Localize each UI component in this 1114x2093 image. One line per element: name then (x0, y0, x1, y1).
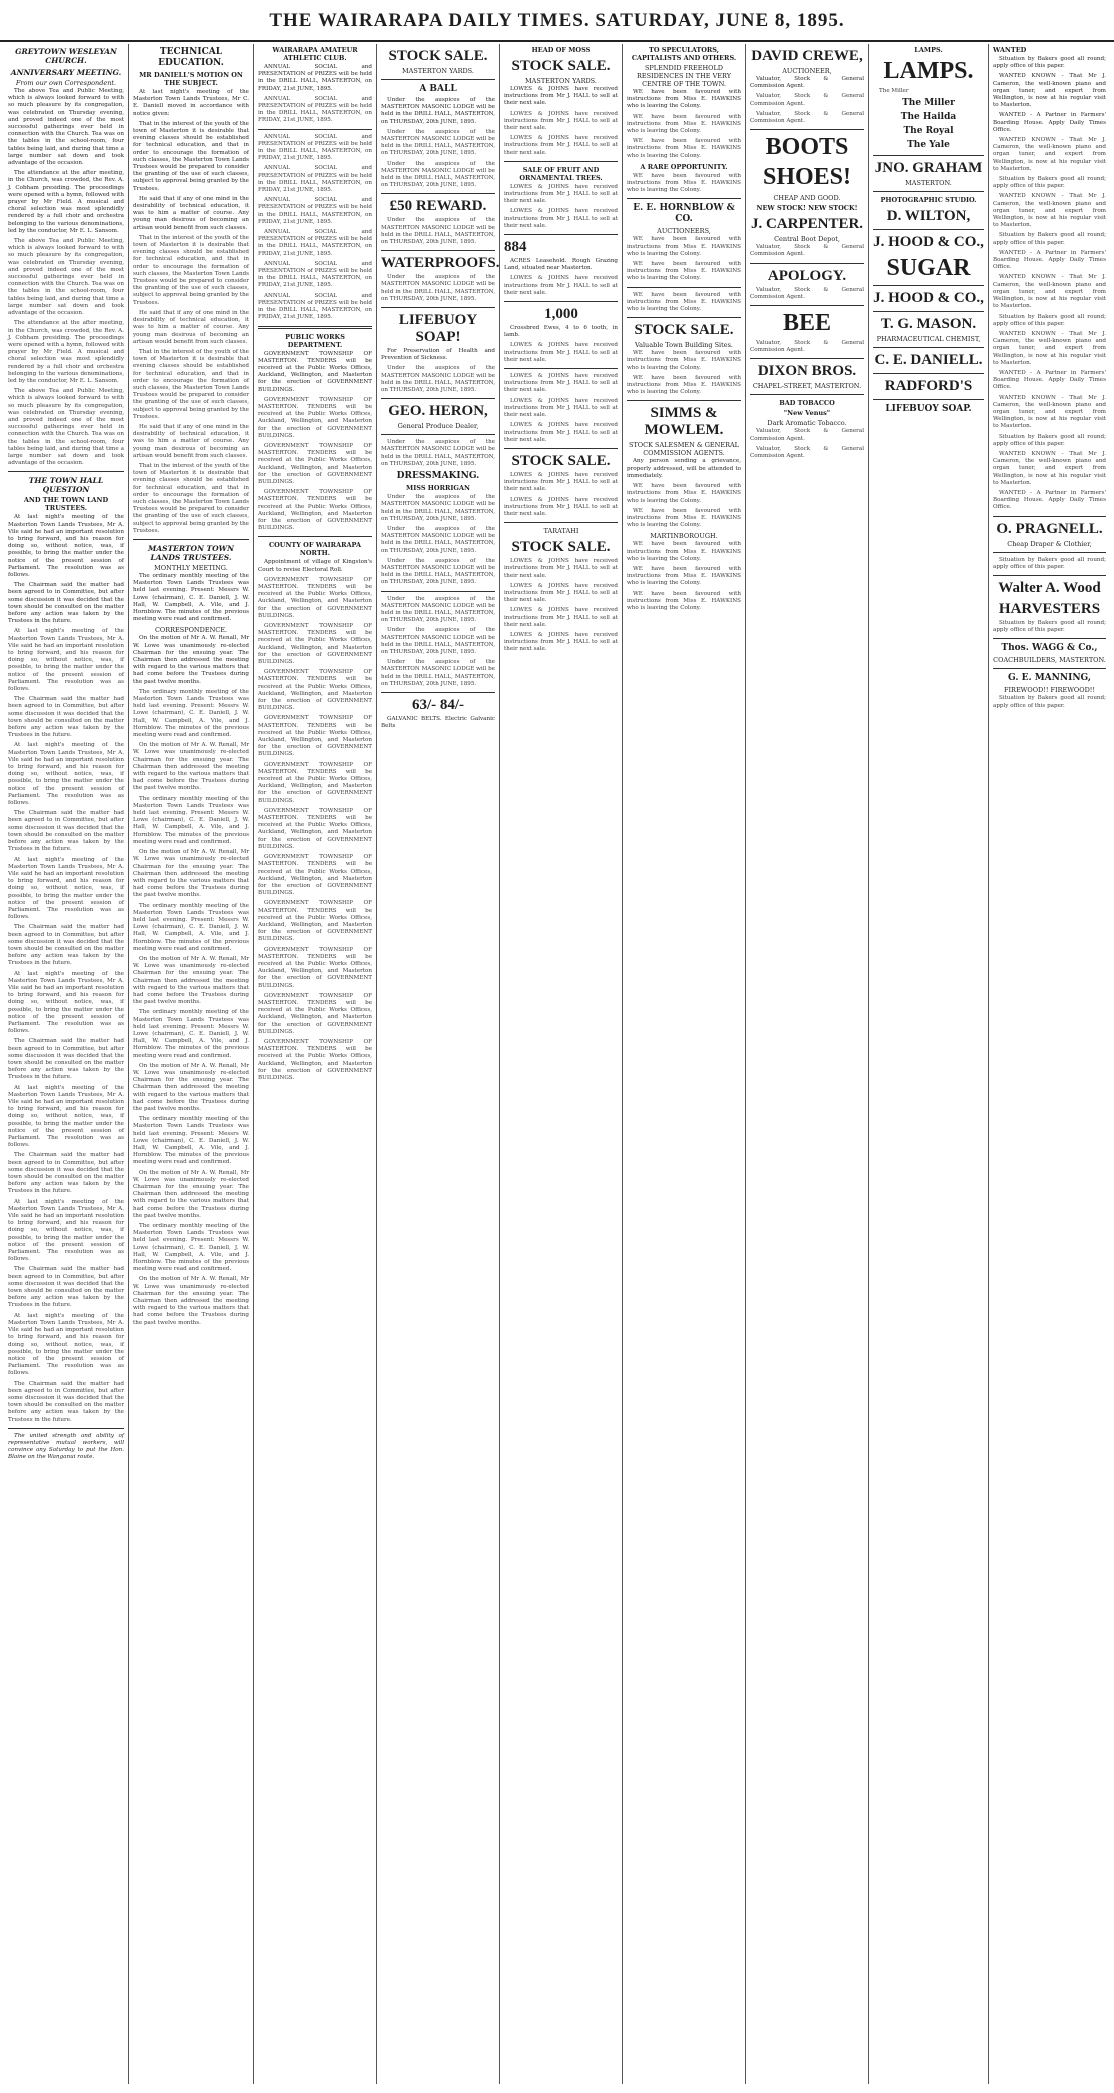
ad-subheading: STOCK SALESMEN & GENERAL COMMISSION AGENTS. (629, 441, 739, 458)
paragraph: LOWES & JOHNS have received instructions from Mr J. HALL to sell at their next sale. (504, 342, 618, 363)
divider (381, 307, 495, 308)
paragraph: Under the auspices of the MASTERTON MASONIC LODGE will be held in the DRILL HALL, MASTERTON, on THURSDAY, 20th JUNE, 1895. (381, 128, 495, 157)
paragraph: The ordinary monthly meeting of the Masterton Town Lands Trustees was held last evening. Present: Messrs W. Lowe (chairman), C. E. Daniell, J. W. Hall, W. Campbell, A. Vile, and J. Hornblow. The minutes of the previous meeting were read and confirmed. (133, 1223, 249, 1273)
masthead: THE WAIRARAPA DAILY TIMES. SATURDAY, JUNE 8, 1895. (0, 0, 1114, 42)
paragraph: GOVERNMENT TOWNSHIP OF MASTERTON. TENDERS will be received at the Public Works Offices, Auckland, Wellington, and Masterton for the erection of GOVERNMENT BUILDINGS. (258, 1038, 372, 1081)
divider (750, 263, 864, 264)
paragraph: The Chairman said the matter had been agreed to in Committee, but after some discussion it was decided that the town should be consulted on the matter before any action was taken by the Trustees in the future. (8, 696, 124, 739)
paragraph: On the motion of Mr A. W. Renall, Mr W. Lowe was unanimously re-elected Chairman for the ensuing year. The Chairman then addressed the meeting with regard to the various matters that had come before the Trustees during the past twelve months. (133, 635, 249, 685)
divider (504, 301, 618, 302)
ad-heading: A RARE OPPORTUNITY. (640, 162, 728, 171)
paragraph: WE have been favoured with instructions from Miss E. HAWKINS who is leaving the Colony. (627, 291, 741, 313)
paragraph: The ordinary monthly meeting of the Masterton Town Lands Trustees was held last evening. Present: Messrs W. Lowe (chairman), C. E. Daniell, J. W. Hall, W. Campbell, A. Vile, and J. Hornblow. The minutes of the previous meeting were read and confirmed. (133, 795, 249, 845)
ad-heading: O. PRAGNELL. (996, 520, 1103, 537)
ad-heading: 884 (504, 239, 527, 256)
paragraph: WANTED KNOWN - That Mr J. Cameron, the well-known piano and organ tuner, and expert from Wellington, is now at his regular visit to Masterton. (993, 274, 1106, 310)
paragraph: Under the auspices of the MASTERTON MASONIC LODGE will be held in the DRILL HALL, MASTERTON, on THURSDAY, 20th JUNE, 1895. (381, 217, 495, 246)
columns (4, 44, 1110, 2089)
paragraph: The united strength and ability of representative mutual workers, will convince any Saturday to put the Hon. Blaine on the Wanganui route. (8, 1432, 124, 1461)
divider (258, 326, 372, 329)
divider (750, 394, 864, 395)
divider (381, 193, 495, 194)
ad-heading: LIFEBUOY SOAP! (398, 312, 478, 346)
paragraph: Under the auspices of the MASTERTON MASONIC LODGE will be held in the DRILL HALL, MASTERTON, on THURSDAY, 20th JUNE, 1895. (381, 525, 495, 554)
column-6 (623, 44, 746, 2084)
ad-heading: HARVESTERS (998, 600, 1101, 617)
paragraph: WE have been favoured with instructions from Miss E. HAWKINS who is leaving the Colony. (627, 89, 741, 110)
paragraph: Valuator, Stock & General Commission Agent. (750, 428, 864, 442)
paragraph: For Preservation of Health and Prevention of Sickness. (381, 348, 495, 362)
ad-subheading: CHAPEL-STREET, MASTERTON. (752, 382, 862, 391)
column-9 (989, 44, 1110, 2084)
ad-heading: SHOES! (762, 164, 852, 191)
paragraph: Situation by Bakers good all round; apply office of this paper. (993, 556, 1106, 570)
divider (381, 692, 495, 693)
ad-subheading: "New Venus" (783, 409, 831, 418)
paragraph: At last night's meeting of the Masterton Town Lands Trustees, Mr A. Vile said he had an important resolution to bring forward, and his reason for doing so, without notice, was, if possible, to bring the matter under the notice of the present session of Parliament. The resolution was as follows. (8, 628, 124, 693)
divider (873, 229, 984, 230)
divider (381, 250, 495, 251)
paragraph: LOWES & JOHNS have received instructions from Mr J. HALL to sell at their next sale. (504, 208, 618, 229)
byline: From our own Correspondent. (15, 79, 117, 87)
paragraph: LOWES & JOHNS have received instructions from Mr J. HALL to sell at their next sale. (504, 275, 618, 296)
subheadline: MR DANIELL'S MOTION ON THE SUBJECT. (139, 71, 243, 87)
divider (873, 373, 984, 374)
subheadline: CORRESPONDENCE. (154, 626, 228, 635)
paragraph: At last night's meeting of the Masterton Town Lands Trustees, Mr A. Vile said he had an important resolution to bring forward, and his reason for doing so, without notice, was, if possible, to bring the matter under the notice of the present session of Parliament. The resolution was as follows. (8, 514, 124, 578)
ad-heading: DRESSMAKING. (396, 471, 480, 482)
ad-subheading: AUCTIONEERS, (657, 227, 711, 236)
paragraph: WE have been favoured with instructions from Miss E. HAWKINS who is leaving the Colony. (627, 236, 741, 257)
divider (8, 1428, 124, 1429)
divider (381, 398, 495, 399)
paragraph: ANNUAL SOCIAL and PRESENTATION of PRIZES will be held in the DRILL HALL, MASTERTON, on FRIDAY, 21st JUNE, 1895. (258, 95, 372, 124)
paragraph: WANTED KNOWN - That Mr J. Cameron, the well-known piano and organ tuner, and expert from Wellington, is now at his regular visit to Masterton. (993, 450, 1106, 486)
ad-heading: STOCK SALE. (388, 48, 488, 64)
ad-heading: WATERPROOFS. (381, 255, 500, 272)
divider (873, 191, 984, 192)
paragraph: The ordinary monthly meeting of the Masterton Town Lands Trustees was held last evening. Present: Messrs W. Lowe (chairman), C. E. Daniell, J. W. Hall, W. Campbell, A. Vile, and J. Hornblow. The minutes of the previous meeting were read and confirmed. (133, 688, 249, 739)
paragraph: LOWES & JOHNS have received instructions from Mr J. HALL to sell at their next sale. (504, 496, 618, 517)
ad-heading: TO SPECULATORS, CAPITALISTS AND OTHERS. (631, 46, 737, 62)
paragraph: On the motion of Mr A. W. Renall, Mr W. Lowe was unanimously re-elected Chairman for the ensuing year. The Chairman then addressed the meeting with regard to the various matters that had come before the Trustees during the past twelve months. (133, 1169, 249, 1219)
ad-subheading: MISS HORRIGAN (406, 484, 470, 493)
paragraph: GOVERNMENT TOWNSHIP OF MASTERTON. TENDERS will be received at the Public Works Offices, Auckland, Wellington, and Masterton for the erection of GOVERNMENT BUILDINGS. (258, 669, 372, 712)
paragraph: Under the auspices of the MASTERTON MASONIC LODGE will be held in the DRILL HALL, MASTERTON, on THURSDAY, 20th JUNE, 1895. (381, 627, 495, 655)
divider (873, 155, 984, 156)
subheadline: ANNIVERSARY MEETING. (10, 68, 122, 77)
paragraph: On the motion of Mr A. W. Renall, Mr W. Lowe was unanimously re-elected Chairman for the ensuing year. The Chairman then addressed the meeting with regard to the various matters that had come before the Trustees during the past twelve months. (133, 849, 249, 899)
paragraph: The above Tea and Public Meeting, which is always looked forward to with so much pleasure by its congregation, was celebrated on Thursday evening, and proved indeed one of the most successful gatherings ever held in connection with the Church. Tea was on the tables in the school-room, four tables being laid, and during that time a large number sat down and took advantage of the occasion. (8, 88, 124, 167)
headline: THE TOWN HALL QUESTION (28, 476, 104, 495)
ad-heading: A BALL (419, 84, 457, 94)
paragraph: At last night's meeting of the Masterton Town Lands Trustees, Mr A. Vile said he had an important resolution to bring forward, and his reason for doing so, without notice, was, if possible, to bring the matter under the notice of the present session of Parliament. The resolution was as follows. (8, 970, 124, 1035)
paragraph: LOWES & JOHNS have received instructions from Mr J. HALL to sell at their next sale. (504, 558, 618, 579)
ad-heading: LAMPS. (914, 46, 943, 54)
paragraph: Under the auspices of the MASTERTON MASONIC LODGE will be held in the DRILL HALL, MASTERTON, on THURSDAY, 20th JUNE, 1895. (381, 274, 495, 302)
paragraph: Valuator, Stock & General Commission Agent. (750, 93, 864, 107)
headline: PUBLIC WORKS DEPARTMENT. (285, 332, 345, 349)
paragraph: The ordinary monthly meeting of the Masterton Town Lands Trustees was held last evening. Present: Messrs W. Lowe (chairman), C. E. Daniell, J. W. Hall, W. Campbell, A. Vile, and J. Hornblow. The minutes of the previous meeting were read and confirmed. (133, 1009, 249, 1059)
divider (750, 305, 864, 306)
paragraph: LOWES & JOHNS have received instructions from Mr J. HALL to sell at their next sale. (504, 373, 618, 394)
paragraph: The Chairman said the matter had been agreed to in Committee, but after some discussion it was decided that the town should be consulted on the matter before any action was taken by the Trustees in the future. (8, 1380, 124, 1423)
paragraph: Under the auspices of the MASTERTON MASONIC LODGE will be held in the DRILL HALL, MASTERTON, on THURSDAY, 20th JUNE, 1895. (381, 595, 495, 624)
divider (504, 522, 618, 523)
ad-heading: SALE OF FRUIT AND ORNAMENTAL TREES. (519, 165, 603, 182)
ad-subheading: Cheap Draper & Clothier, (1007, 539, 1092, 548)
paragraph: Valuator, Stock & General Commission Agent. (750, 445, 864, 460)
paragraph: GOVERNMENT TOWNSHIP OF MASTERTON. TENDERS will be received at the Public Works Offices, Auckland, Wellington, and Masterton for the erection of GOVERNMENT BUILDINGS. (258, 854, 372, 897)
paragraph: WE have been favoured with instructions from Miss E. HAWKINS who is leaving the Colony. (627, 113, 741, 135)
paragraph: GOVERNMENT TOWNSHIP OF MASTERTON. TENDERS will be received at the Public Works Offices, Auckland, Wellington, and Masterton for the erection of GOVERNMENT BUILDINGS. (258, 900, 372, 943)
ad-heading: WANTED (993, 46, 1027, 54)
paragraph: ANNUAL SOCIAL and PRESENTATION of PRIZES will be held in the DRILL HALL, MASTERTON, on FRIDAY, 21st JUNE, 1895. (258, 133, 372, 162)
ad-heading: DAVID CREWE, (751, 48, 863, 64)
paragraph: The Chairman said the matter had been agreed to in Committee, but after some discussion it was decided that the town should be consulted on the matter before any action was taken by the Trustees in the future. (8, 582, 124, 625)
column-8 (869, 44, 989, 2084)
paragraph: WE have been favoured with instructions from Miss E. HAWKINS who is leaving the Colony. (627, 483, 741, 504)
paragraph: LOWES & JOHNS have received instructions from Mr J. HALL to sell at their next sale. (504, 183, 618, 205)
ad-item: The Royal (903, 126, 954, 137)
divider (627, 287, 741, 288)
ad-heading: APOLOGY. (767, 267, 847, 284)
paragraph: Under the auspices of the MASTERTON MASONIC LODGE will be held in the DRILL HALL, MASTERTON, on THURSDAY, 20th JUNE, 1895. (381, 494, 495, 522)
ad-heading: RADFORD'S (884, 378, 973, 395)
paragraph: WE have been favoured with instructions from Miss E. HAWKINS who is leaving the Colony. (627, 374, 741, 396)
paragraph: ACRES Leasehold. Rough Grazing Land, situated near Masterton. (504, 258, 618, 272)
paragraph: Any person sending a grievance, properly addressed, will be attended to immediately. (627, 458, 741, 479)
divider (381, 591, 495, 592)
paragraph: At last night's meeting of the Masterton Town Lands Trustees, Mr C. E. Daniell moved in accordance with notice given: (133, 89, 249, 117)
paragraph: WANTED KNOWN - That Mr J. Cameron, the well-known piano and organ tuner, and expert from Wellington, is now at his regular visit to Masterton. (993, 193, 1106, 229)
paragraph: The Miller (879, 88, 909, 94)
subheadline: MONTHLY MEETING. (154, 563, 228, 572)
ad-heading: 63/- 84/- (411, 696, 465, 713)
column-3 (254, 44, 377, 2084)
divider (258, 536, 372, 537)
paragraph: He said that if any of one mind in the desirability of technical education, it was to him a matter of course. Any young man desirous of becoming an artisan would benefit from such classes. (133, 195, 249, 231)
paragraph: He said that if any of one mind in the desirability of technical education, it was to him a matter of course. Any young man desirous of becoming an artisan would benefit from such classes. (133, 423, 249, 459)
ad-heading: NEW STOCK! NEW STOCK! (756, 204, 858, 213)
paragraph: LOWES & JOHNS have received instructions from Mr J. HALL to sell at their next sale. (504, 631, 618, 653)
column-1 (4, 44, 129, 2084)
column-4 (377, 44, 500, 2084)
paragraph: ANNUAL SOCIAL and PRESENTATION of PRIZES will be held in the DRILL HALL, MASTERTON, on FRIDAY, 21st JUNE, 1895. (258, 64, 372, 92)
ad-heading: T. G. MASON. (880, 316, 977, 333)
ad-subheading: AUCTIONEER, (782, 67, 832, 75)
paragraph: Situation by Bakers good all round; apply office of this paper. (993, 619, 1106, 634)
paragraph: At last night's meeting of the Masterton Town Lands Trustees, Mr A. Vile said he had an important resolution to bring forward, and his reason for doing so, without notice, was, if possible, to bring the matter under the notice of the present session of Parliament. The resolution was as follows. (8, 1198, 124, 1263)
paragraph: GOVERNMENT TOWNSHIP OF MASTERTON. TENDERS will be received at the Public Works Offices, Auckland, Wellington, and Masterton for the erection of GOVERNMENT BUILDINGS. (258, 946, 372, 989)
ad-heading: J. CARPENTER. (750, 216, 864, 233)
divider (504, 234, 618, 235)
ad-subheading: General Produce Dealer, (397, 422, 479, 431)
ad-heading: Thos. WAGG & Co., (1001, 643, 1098, 654)
ad-subheading: Valuable Town Building Sites. (635, 341, 733, 350)
paragraph: Valuator, Stock & General Commission Agent. (750, 76, 864, 90)
ad-heading: LAMPS. (883, 58, 974, 84)
paragraph: On the motion of Mr A. W. Renall, Mr W. Lowe was unanimously re-elected Chairman for the ensuing year. The Chairman then addressed the meeting with regard to the various matters that had come before the Trustees during the past twelve months. (133, 742, 249, 792)
paragraph: LOWES & JOHNS have received instructions from Mr J. HALL to sell at their next sale. (504, 471, 618, 493)
divider (258, 129, 372, 130)
paragraph: WANTED - A Partner in Farmers' Boarding House. Apply Daily Times Office. (993, 489, 1106, 511)
paragraph: Situation by Bakers good all round; apply office of this paper. (993, 56, 1106, 70)
ad-subheading: MARTINBOROUGH. (650, 532, 718, 541)
paragraph: The Chairman said the matter had been agreed to in Committee, but after some discussion it was decided that the town should be consulted on the matter before any action was taken by the Trustees in the future. (8, 810, 124, 853)
paragraph: The ordinary monthly meeting of the Masterton Town Lands Trustees was held last evening. Present: Messrs W. Lowe (chairman), C. E. Daniell, J. W. Hall, W. Campbell, A. Vile, and J. Hornblow. The minutes of the previous meeting were read and confirmed. (133, 572, 249, 623)
paragraph: WE have been favoured with instructions from Miss E. HAWKINS who is leaving the Colony. (627, 590, 741, 611)
paragraph: LOWES & JOHNS have received instructions from Mr J. HALL to sell at their next sale. (504, 582, 618, 604)
paragraph: GOVERNMENT TOWNSHIP OF MASTERTON. TENDERS will be received at the Public Works Offices, Auckland, Wellington, and Masterton for the erection of GOVERNMENT BUILDINGS. (258, 350, 372, 393)
paragraph: At last night's meeting of the Masterton Town Lands Trustees, Mr A. Vile said he had an important resolution to bring forward, and his reason for doing so, without notice, was, if possible, to bring the matter under the notice of the present session of Parliament. The resolution was as follows. (8, 1312, 124, 1377)
divider (993, 552, 1106, 553)
paragraph: WANTED KNOWN - That Mr J. Cameron, the well-known piano and organ tuner, and expert from Wellington, is now at his regular visit to Masterton. (993, 73, 1106, 109)
paragraph: The attendance at the after meeting, in the Church, was crowded, the Rev. A. J. Cobham presiding. The proceedings were opened with a hymn, followed with prayer by Mr Field. A musical and choral selection was most splendidly rendered by a full choir and orchestra belonging to the various denominations, led by the conductor, Mr E. L. Sansom. (8, 320, 124, 384)
headline: MASTERTON TOWN LANDS TRUSTEES. (148, 543, 234, 562)
paragraph: WE have been favoured with instructions from Miss E. HAWKINS who is leaving the Colony. (627, 172, 741, 194)
paragraph: That in the interest of the youth of the town of Masterton it is desirable that evening classes should be established for technical education, and that in order to encourage the formation of such classes, the Masterton Town Lands Trustees would be prepared to consider the granting of the use of such classes, subject to approval being granted by the Trustees. (133, 120, 249, 192)
ad-heading: GEO. HERON, (388, 403, 488, 420)
ad-heading: £50 REWARD. (389, 198, 487, 215)
paragraph: WE have been favoured with instructions from Miss E. HAWKINS who is leaving the Colony. (627, 541, 741, 562)
headline: GREYTOWN WESLEYAN CHURCH. (15, 47, 117, 65)
paragraph: LOWES & JOHNS have received instructions from Mr J. HALL to sell at their next sale. (504, 397, 618, 419)
paragraph: Situation by Bakers good all round; apply office of this paper. (993, 313, 1106, 327)
paragraph: GOVERNMENT TOWNSHIP OF MASTERTON. TENDERS will be received at the Public Works Offices, Auckland, Wellington, and Masterton for the erection of GOVERNMENT BUILDINGS. (258, 576, 372, 619)
paragraph: WE have been favoured with instructions from Miss E. HAWKINS who is leaving the Colony. (627, 138, 741, 159)
paragraph: ANNUAL SOCIAL and PRESENTATION of PRIZES will be held in the DRILL HALL, MASTERTON, on FRIDAY, 21st JUNE, 1895. (258, 165, 372, 194)
paragraph: That in the interest of the youth of the town of Masterton it is desirable that evening classes should be established for technical education, and that in order to encourage the formation of such classes, the Masterton Town Lands Trustees would be prepared to consider the granting of the use of such classes, subject to approval being granted by the Trustees. (133, 234, 249, 306)
divider (627, 317, 741, 318)
column-7 (746, 44, 869, 2084)
ad-heading: J. HOOD & CO., (873, 290, 984, 307)
paragraph: The Chairman said the matter had been agreed to in Committee, but after some discussion it was decided that the town should be consulted on the matter before any action was taken by the Trustees in the future. (8, 924, 124, 967)
headline: WAIRARAPA AMATEUR ATHLETIC CLUB. (272, 46, 358, 62)
paragraph: WE have been favoured with instructions from Miss E. HAWKINS who is leaving the Colony. (627, 565, 741, 587)
paragraph: WE have been favoured with instructions from Miss E. HAWKINS who is leaving the Colony. (627, 350, 741, 371)
paragraph: Appointment of village of Kingston's Court to revise Electoral Roll. (258, 559, 372, 573)
headline: TECHNICAL EDUCATION. (158, 47, 224, 68)
ad-subheading: MASTERTON YARDS. (525, 77, 597, 85)
paragraph: LOWES & JOHNS have received instructions from Mr J. HALL to sell at their next sale. (504, 607, 618, 628)
paragraph: GOVERNMENT TOWNSHIP OF MASTERTON. TENDERS will be received at the Public Works Offices, Auckland, Wellington, and Masterton for the erection of GOVERNMENT BUILDINGS. (258, 396, 372, 439)
divider (993, 668, 1106, 669)
divider (133, 539, 249, 540)
paragraph: Situation by Bakers good all round; apply office of this paper. (993, 232, 1106, 246)
divider (993, 575, 1106, 576)
ad-item: The Yale (907, 140, 950, 151)
paragraph: On the motion of Mr A. W. Renall, Mr W. Lowe was unanimously re-elected Chairman for the ensuing year. The Chairman then addressed the meeting with regard to the various matters that had come before the Trustees during the past twelve months. (133, 1276, 249, 1326)
divider (873, 311, 984, 312)
paragraph: On the motion of Mr A. W. Renall, Mr W. Lowe was unanimously re-elected Chairman for the ensuing year. The Chairman then addressed the meeting with regard to the various matters that had come before the Trustees during the past twelve months. (133, 955, 249, 1006)
paragraph: At last night's meeting of the Masterton Town Lands Trustees, Mr A. Vile said he had an important resolution to bring forward, and his reason for doing so, without notice, was, if possible, to bring the matter under the notice of the present session of Parliament. The resolution was as follows. (8, 856, 124, 921)
paragraph: The above Tea and Public Meeting, which is always looked forward to with so much pleasure by its congregation, was celebrated on Thursday evening, and proved indeed one of the most successful gatherings ever held in connection with the Church. Tea was on the tables in the school-room, four tables being laid, and during that time a large number sat down and took advantage of the occasion. (8, 238, 124, 317)
headline: COUNTY OF WAIRARAPA NORTH. (268, 541, 362, 558)
paragraph: LOWES & JOHNS have received instructions from Mr J. HALL to sell at their next sale. (504, 110, 618, 132)
ad-subheading: SPLENDID FREEHOLD RESIDENCES IN THE VERY CENTRE OF THE TOWN. (636, 64, 732, 88)
paragraph: Under the auspices of the MASTERTON MASONIC LODGE will be held in the DRILL HALL, MASTERTON, on THURSDAY, 20th JUNE, 1895. (381, 97, 495, 125)
ad-subheading: CHEAP AND GOOD. (773, 194, 841, 203)
paragraph: The Chairman said the matter had been agreed to in Committee, but after some discussion it was decided that the town should be consulted on the matter before any action was taken by the Trustees in the future. (8, 1152, 124, 1195)
paragraph: GALVANIC BELTS. Electric Galvanic Belts (381, 715, 495, 730)
divider (504, 161, 618, 162)
ad-heading: BEE (782, 310, 832, 337)
paragraph: Under the auspices of the MASTERTON MASONIC LODGE will be held in the DRILL HALL, MASTERTON, on THURSDAY, 20th JUNE, 1895. (381, 365, 495, 394)
paragraph: WANTED KNOWN - That Mr J. Cameron, the well-known piano and organ tuner, and expert from Wellington, is now at his regular visit to Masterton. (993, 330, 1106, 366)
paragraph: The Chairman said the matter had been agreed to in Committee, but after some discussion it was decided that the town should be consulted on the matter before any action was taken by the Trustees in the future. (8, 1038, 124, 1081)
divider (504, 368, 618, 369)
divider (873, 399, 984, 400)
paragraph: That in the interest of the youth of the town of Masterton it is desirable that evening classes should be established for technical education, and that in order to encourage the formation of such classes, the Masterton Town Lands Trustees would be prepared to consider the granting of the use of such classes, subject to approval being granted by the Trustees. (133, 462, 249, 534)
paragraph: The Chairman said the matter had been agreed to in Committee, but after some discussion it was decided that the town should be consulted on the matter before any action was taken by the Trustees in the future. (8, 1266, 124, 1309)
ad-heading: PHOTOGRAPHIC STUDIO. (880, 196, 977, 205)
paragraph: The attendance at the after meeting, in the Church, was crowded, the Rev. A. J. Cobham presiding. The proceedings were opened with a hymn, followed with prayer by Mr Field. A musical and choral selection was most splendidly rendered by a full choir and orchestra belonging to the various denominations, led by the conductor, Mr E. L. Sansom. (8, 170, 124, 234)
paragraph: WANTED - A Partner in Farmers' Boarding House. Apply Daily Times Office. (993, 249, 1106, 271)
ad-heading: D. WILTON, (886, 208, 971, 225)
paragraph: GOVERNMENT TOWNSHIP OF MASTERTON. TENDERS will be received at the Public Works Offices, Auckland, Wellington, and Masterton for the erection of GOVERNMENT BUILDINGS. (258, 715, 372, 758)
ad-heading: HEAD OF MOSS (531, 46, 591, 54)
ad-subheading: PHARMACEUTICAL CHEMIST, (876, 335, 981, 344)
ad-heading: BAD TOBACCO (779, 399, 835, 408)
divider (750, 358, 864, 359)
ad-subheading: MASTERTON YARDS. (402, 67, 474, 75)
paragraph: ANNUAL SOCIAL and PRESENTATION of PRIZES will be held in the DRILL HALL, MASTERTON, on FRIDAY, 21st JUNE, 1895. (258, 260, 372, 289)
divider (993, 638, 1106, 639)
ad-heading: J. HOOD & CO., (873, 234, 984, 251)
ad-subheading: Dark Aromatic Tobacco. (767, 419, 847, 428)
paragraph: Under the auspices of the MASTERTON MASONIC LODGE will be held in the DRILL HALL, MASTERTON, on THURSDAY, 20th JUNE, 1895. (381, 557, 495, 586)
paragraph: Situation by Bakers good all round; apply office of this paper. (993, 433, 1106, 447)
ad-heading: E. E. HORNBLOW & CO. (633, 203, 735, 225)
paragraph: WANTED KNOWN - That Mr J. Cameron, the well-known piano and organ tuner, and expert from Wellington, is now at his regular visit to Masterton. (993, 137, 1106, 172)
ad-heading: Walter A. Wood (998, 579, 1101, 596)
paragraph: GOVERNMENT TOWNSHIP OF MASTERTON. TENDERS will be received at the Public Works Offices, Auckland, Wellington, and Masterton for the erection of GOVERNMENT BUILDINGS. (258, 442, 372, 485)
ad-heading: STOCK SALE. (511, 58, 611, 74)
paragraph: GOVERNMENT TOWNSHIP OF MASTERTON. TENDERS will be received at the Public Works Offices, Auckland, Wellington, and Masterton for the erection of GOVERNMENT BUILDINGS. (258, 807, 372, 850)
ad-item: The Miller (902, 98, 955, 109)
column-5 (500, 44, 623, 2084)
divider (8, 471, 124, 472)
paragraph: WANTED - A Partner in Farmers' Boarding House. Apply Daily Times Office. (993, 369, 1106, 391)
ad-heading: BOOTS (765, 134, 849, 161)
ad-heading: C. E. DANIELL. (874, 352, 983, 369)
ad-heading: STOCK SALE. (634, 322, 734, 339)
ad-subheading: FIREWOOD!! FIREWOOD!! (1003, 686, 1096, 695)
paragraph: WE have been favoured with instructions from Miss E. HAWKINS who is leaving the Colony. (627, 261, 741, 282)
paragraph: Crossbred Ewes, 4 to 6 tooth, in lamb. (504, 325, 618, 339)
divider (504, 448, 618, 449)
ad-subheading: TARATAHI (543, 527, 579, 536)
divider (750, 129, 864, 130)
divider (627, 198, 741, 199)
paragraph: WANTED KNOWN - That Mr J. Cameron, the well-known piano and organ tuner, and expert from Wellington, is now at his regular visit to Masterton. (993, 394, 1106, 430)
paragraph: GOVERNMENT TOWNSHIP OF MASTERTON. TENDERS will be received at the Public Works Offices, Auckland, Wellington, and Masterton for the erection of GOVERNMENT BUILDINGS. (258, 623, 372, 666)
paragraph: The above Tea and Public Meeting, which is always looked forward to with so much pleasure by its congregation, was celebrated on Thursday evening, and proved indeed one of the most successful gatherings ever held in connection with the Church. Tea was on the tables in the school-room, four tables being laid, and during that time a large number sat down and took advantage of the occasion. (8, 388, 124, 467)
paragraph: LOWES & JOHNS have received instructions from Mr J. HALL to sell at their next sale. (504, 86, 618, 107)
ad-item: The Hailda (900, 112, 957, 123)
ad-heading: SUGAR (886, 255, 971, 282)
divider (873, 347, 984, 348)
divider (381, 434, 495, 435)
paragraph: LOWES & JOHNS have received instructions from Mr J. HALL to sell at their next sale. (504, 422, 618, 443)
ad-subheading: COACHBUILDERS, MASTERTON. (993, 656, 1106, 665)
ad-heading: STOCK SALE. (511, 539, 611, 556)
ad-heading: STOCK SALE. (511, 452, 611, 469)
paragraph: Under the auspices of the MASTERTON MASONIC LODGE will be held in the DRILL HALL, MASTERTON, on THURSDAY, 20th JUNE, 1895. (381, 659, 495, 687)
ad-heading: G. E. MANNING, (1007, 673, 1092, 684)
paragraph: Situation by Bakers good all round; apply office of this paper. (993, 695, 1106, 709)
paragraph: WANTED - A Partner in Farmers' Boarding House. Apply Daily Times Office. (993, 112, 1106, 133)
ad-heading: JNO. GRAHAM (874, 160, 983, 177)
divider (627, 400, 741, 401)
paragraph: GOVERNMENT TOWNSHIP OF MASTERTON. TENDERS will be received at the Public Works Offices, Auckland, Wellington, and Masterton for the erection of GOVERNMENT BUILDINGS. (258, 761, 372, 804)
divider (993, 516, 1106, 517)
paragraph: He said that if any of one mind in the desirability of technical education, it was to him a matter of course. Any young man desirous of becoming an artisan would benefit from such classes. (133, 309, 249, 345)
paragraph: On the motion of Mr A. W. Renall, Mr W. Lowe was unanimously re-elected Chairman for the ensuing year. The Chairman then addressed the meeting with regard to the various matters that had come before the Trustees during the past twelve months. (133, 1062, 249, 1112)
column-2 (129, 44, 254, 2084)
ad-subheading: MASTERTON. (905, 179, 952, 188)
ad-heading: DIXON BROS. (757, 363, 857, 380)
ad-heading: LIFEBUOY SOAP. (885, 404, 972, 415)
divider (873, 285, 984, 286)
paragraph: Situation by Bakers good all round; apply office of this paper. (993, 176, 1106, 190)
paragraph: Valuator, Stock & General Commission Agent. (750, 110, 864, 125)
paragraph: GOVERNMENT TOWNSHIP OF MASTERTON. TENDERS will be received at the Public Works Offices, Auckland, Wellington, and Masterton for the erection of GOVERNMENT BUILDINGS. (258, 992, 372, 1035)
paragraph: Valuator, Stock & General Commission Agent. (750, 340, 864, 354)
paragraph: At last night's meeting of the Masterton Town Lands Trustees, Mr A. Vile said he had an important resolution to bring forward, and his reason for doing so, without notice, was, if possible, to bring the matter under the notice of the present session of Parliament. The resolution was as follows. (8, 1084, 124, 1149)
paragraph: ANNUAL SOCIAL and PRESENTATION of PRIZES will be held in the DRILL HALL, MASTERTON, on FRIDAY, 21st JUNE, 1895. (258, 197, 372, 225)
paragraph: The ordinary monthly meeting of the Masterton Town Lands Trustees was held last evening. Present: Messrs W. Lowe (chairman), C. E. Daniell, J. W. Hall, W. Campbell, A. Vile, and J. Hornblow. The minutes of the previous meeting were read and confirmed. (133, 902, 249, 952)
paragraph: Valuator, Stock & General Commission Agent. (750, 244, 864, 258)
ad-heading: SIMMS & MOWLEM. (644, 405, 724, 439)
paragraph: ANNUAL SOCIAL and PRESENTATION of PRIZES will be held in the DRILL HALL, MASTERTON, on FRIDAY, 21st JUNE, 1895. (258, 292, 372, 321)
paragraph: Under the auspices of the MASTERTON MASONIC LODGE will be held in the DRILL HALL, MASTERTON, on THURSDAY, 20th JUNE, 1895. (381, 160, 495, 189)
paragraph: LOWES & JOHNS have received instructions from Mr J. HALL to sell at their next sale. (504, 135, 618, 156)
paragraph: Valuator, Stock & General Commission Agent. (750, 286, 864, 300)
paragraph: WE have been favoured with instructions from Miss E. HAWKINS who is leaving the Colony. (627, 507, 741, 529)
paragraph: GOVERNMENT TOWNSHIP OF MASTERTON. TENDERS will be received at the Public Works Offices, Auckland, Wellington, and Masterton for the erection of GOVERNMENT BUILDINGS. (258, 489, 372, 532)
paragraph: The ordinary monthly meeting of the Masterton Town Lands Trustees was held last evening. Present: Messrs W. Lowe (chairman), C. E. Daniell, J. W. Hall, W. Campbell, A. Vile, and J. Hornblow. The minutes of the previous meeting were read and confirmed. (133, 1116, 249, 1166)
paragraph: Under the auspices of the MASTERTON MASONIC LODGE will be held in the DRILL HALL, MASTERTON, on THURSDAY, 20th JUNE, 1895. (381, 439, 495, 467)
divider (381, 79, 495, 80)
paragraph: ANNUAL SOCIAL and PRESENTATION of PRIZES will be held in the DRILL HALL, MASTERTON, on FRIDAY, 21st JUNE, 1895. (258, 229, 372, 257)
ad-heading: 1,000 (544, 306, 578, 323)
subheadline: AND THE TOWN LAND TRUSTEES. (23, 496, 109, 513)
paragraph: That in the interest of the youth of the town of Masterton it is desirable that evening classes should be established for technical education, and that in order to encourage the formation of such classes, the Masterton Town Lands Trustees would be prepared to consider the granting of the use of such classes, subject to approval being granted by the Trustees. (133, 348, 249, 420)
paragraph: At last night's meeting of the Masterton Town Lands Trustees, Mr A. Vile said he had an important resolution to bring forward, and his reason for doing so, without notice, was, if possible, to bring the matter under the notice of the present session of Parliament. The resolution was as follows. (8, 742, 124, 807)
ad-subheading: Central Boot Depot, (774, 235, 840, 244)
